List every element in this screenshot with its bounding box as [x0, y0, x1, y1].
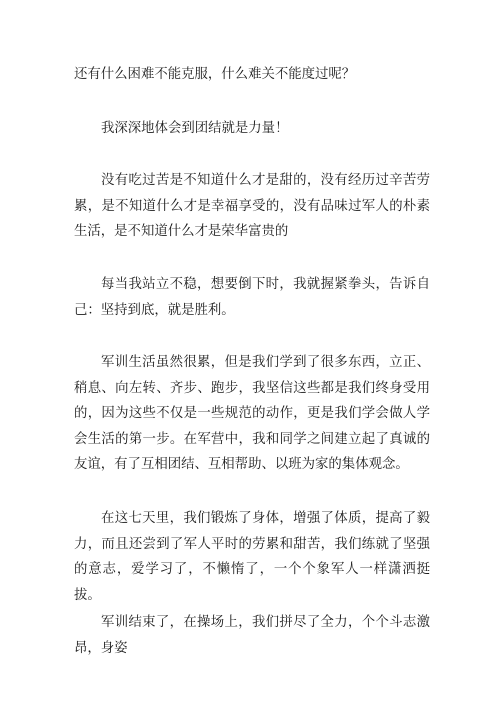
paragraph-3: 没有吃过苦是不知道什么才是甜的，没有经历过辛苦劳累，是不知道什么才是幸福享受的，没有品味过军人的朴素生活，是不知道什么才是荣华富贵的: [74, 173, 430, 239]
paragraph-1: 还有什么困难不能克服，什么难关不能度过呢？: [74, 67, 356, 82]
paragraph-5: 军训生活虽然很累，但是我们学到了很多东西，立正、稍息、向左转、齐步、跑步，我坚信这些都是我们终身受用的，因为这些不仅是一些规范的动作，更是我们学会做人学会生活的第一步。在军营中，我和同学之间建立起了真诚的友谊，有了互相团结、互相帮助、以班为家的集体观念。: [74, 355, 430, 472]
paragraph-7: 军训结束了，在操场上，我们拼尽了全力，个个斗志激昂，身姿: [74, 615, 430, 656]
paragraph-4: 每当我站立不稳，想要倒下时，我就握紧拳头，告诉自己：坚持到底，就是胜利。: [74, 277, 430, 318]
paragraph-2: 我深深地体会到团结就是力量！: [101, 121, 289, 136]
paragraph-6: 在这七天里，我们锻炼了身体，增强了体质，提高了毅力，而且还尝到了军人平时的劳累和甜苦，我们练就了坚强的意志，爱学习了，不懒惰了，一个个象军人一样潇洒挺拔。: [74, 511, 430, 603]
